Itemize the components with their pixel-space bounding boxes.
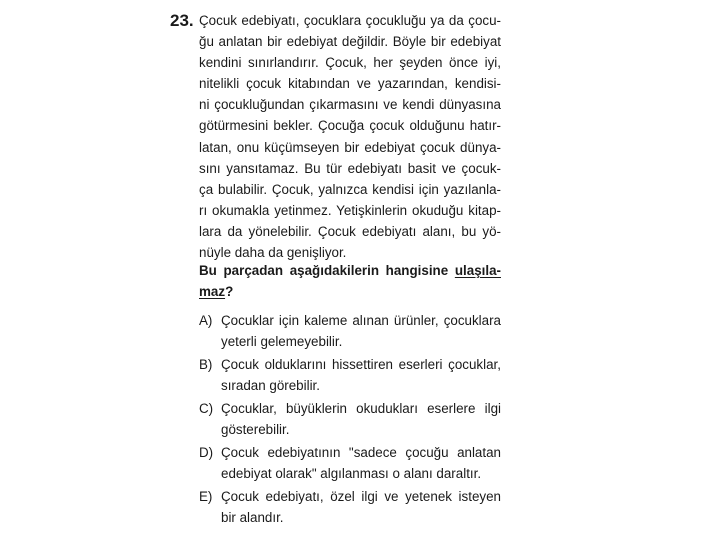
passage-line: nitelikli çocuk kitabından ve yazarından, kendisi- — [199, 76, 501, 92]
passage — [199, 10, 501, 263]
option-text-line: Çocuk edebiyatı, özel ilgi ve yetenek isteyen — [221, 489, 501, 504]
passage-line: ni çocukluğundan çıkarmasını ve kendi dünyasına — [199, 97, 501, 113]
option-letter: B) — [199, 357, 213, 372]
option-text — [221, 311, 501, 352]
option-text-line: edebiyat olarak" algılanması o alanı daraltır. — [221, 465, 482, 481]
question-number: 23. — [170, 11, 194, 30]
passage-line: sını yansıtamaz. Bu tür edebiyatı basit ve çocuk- — [199, 160, 501, 176]
passage-line: Çocuk edebiyatı, çocuklara çocukluğu ya da çocu- — [199, 13, 501, 28]
option-text — [221, 487, 501, 528]
stem-underlined-part-2: maz — [199, 284, 226, 299]
question-stem — [199, 260, 501, 302]
option-text-line: gösterebilir. — [221, 421, 290, 437]
option-text-line: Çocuklar için kaleme alınan ürünler, çocuklara — [221, 313, 501, 328]
stem-line-2 — [199, 281, 501, 302]
passage-line: ça bulabilir. Çocuk, yalnızca kendisi için yazılanla- — [199, 181, 501, 197]
passage-line: götürmesini bekler. Çocuğa çocuk olduğunu hatır- — [199, 118, 501, 134]
passage-line: ğu anlatan bir edebiyat değildir. Böyle bir edebiyat — [199, 34, 501, 50]
option-text-line: Çocuklar, büyüklerin okudukları eserlere ilgi — [221, 401, 501, 416]
passage-line: lara da yönelebilir. Çocuk edebiyatı alanı, bu yö- — [199, 223, 501, 239]
passage-line: nüyle daha da genişliyor. — [199, 245, 347, 261]
passage-line: rı okumakla yetinmez. Yetişkinlerin okuduğu kitap- — [199, 202, 501, 218]
option-letter: A) — [199, 313, 213, 328]
option-text — [221, 355, 501, 396]
option-letter: D) — [199, 445, 214, 460]
option-text — [221, 443, 501, 484]
option-letter: C) — [199, 401, 214, 416]
option-text-line: yeterli gelemeyebilir. — [221, 333, 343, 349]
passage-line: latan, onu küçümseyen bir edebiyat çocuk dünya- — [199, 139, 501, 155]
stem-suffix: ? — [225, 284, 234, 299]
option-text-line: bir alandır. — [221, 509, 284, 525]
passage-line: kendini sınırlandırır. Çocuk, her şeyden önce iyi, — [199, 55, 501, 71]
option-text-line: sıradan görebilir. — [221, 377, 320, 393]
stem-line-1 — [199, 260, 501, 281]
option-letter: E) — [199, 489, 213, 504]
stem-underlined-part-1: ulaşıla- — [454, 263, 501, 278]
option-text — [221, 399, 501, 440]
option-text-line: Çocuk olduklarını hissettiren eserleri çocuklar, — [221, 357, 501, 372]
stem-prefix: Bu parçadan aşağıdakilerin hangisine — [199, 263, 455, 278]
option-text-line: Çocuk edebiyatının "sadece çocuğu anlatan — [221, 445, 501, 460]
